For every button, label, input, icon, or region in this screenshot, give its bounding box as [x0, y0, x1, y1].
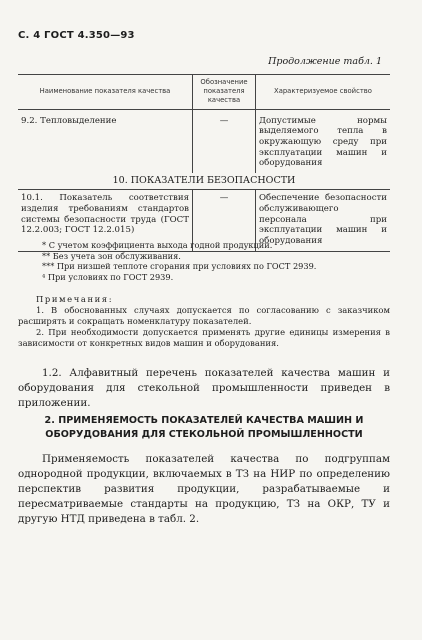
notes-block: [18, 294, 390, 349]
footnote: * С учетом коэффициента выхода годной продукции.: [42, 240, 273, 250]
section-title-safety: 10. ПОКАЗАТЕЛИ БЕЗОПАСНОСТИ: [112, 175, 296, 187]
column-header-property: Характеризуемое свойство: [256, 75, 391, 110]
footnote: ** Без учета зон обслуживания.: [42, 250, 181, 261]
page-header: С. 4 ГОСТ 4.350—93: [18, 30, 135, 41]
notes-title: Примечания:: [36, 294, 114, 304]
quality-indicators-table: [18, 74, 390, 252]
paragraph-2: Применяемость показателей качества по подгруппам однородной продукции, включаемых в ТЗ на НИР по определению перспектив развития продукции, разрабатываемые и пересматриваемые стандарты на продукцию, ТЗ на ОКР, ТУ и другую НТД приведена в табл. 2.: [18, 453, 390, 525]
row-name-cell: 9.2. Тепловыделение: [21, 115, 117, 126]
section-title-row: [18, 173, 390, 189]
footnotes: [42, 240, 392, 283]
section-2-heading: 2. ПРИМЕНЯЕМОСТЬ ПОКАЗАТЕЛЕЙ КАЧЕСТВА МАШИН И ОБОРУДОВАНИЯ ДЛЯ СТЕКОЛЬНОЙ ПРОМЫШЛЕННОСТИ: [44, 415, 364, 441]
table-header-row: [18, 75, 390, 110]
column-header-symbol: Обозначение показателя качества: [193, 75, 256, 110]
table-continuation-label: Продолжение табл. 1: [268, 56, 382, 67]
column-header-name: Наименование показателя качества: [18, 75, 193, 110]
paragraph-1-2: 1.2. Алфавитный перечень показателей качества машин и оборудования для стекольной промышленности приведен в приложении.: [18, 367, 390, 409]
row-symbol-cell: —: [193, 109, 256, 173]
row-name-cell: 10.1. Показатель соответствия изделия требованиям стандартов системы безопасности труда (ГОСТ 12.2.003; ГОСТ 12.2.015): [21, 193, 189, 236]
table-row: [18, 109, 390, 173]
row-property-cell: Допустимые нормы выделяемого тепла в окружающую среду при эксплуатации машин и оборудования: [259, 115, 387, 169]
footnote: *** При низшей теплоте сгорания при условиях по ГОСТ 2939.: [42, 261, 317, 272]
footnote: ⁴ При условиях по ГОСТ 2939.: [42, 271, 174, 282]
row-property-cell: Обеспечение безопасности обслуживающего персонала при эксплуатации машин и оборудования: [259, 193, 387, 246]
note-item: 1. В обоснованных случаях допускается по согласованию с заказчиком расширять и сокращать номенклатуру показателей.: [18, 305, 390, 327]
note-item: 2. При необходимости допускается применять другие единицы измерения в зависимости от конкретных видов машин и оборудования.: [18, 327, 390, 349]
row-symbol-cell: —: [193, 190, 256, 252]
